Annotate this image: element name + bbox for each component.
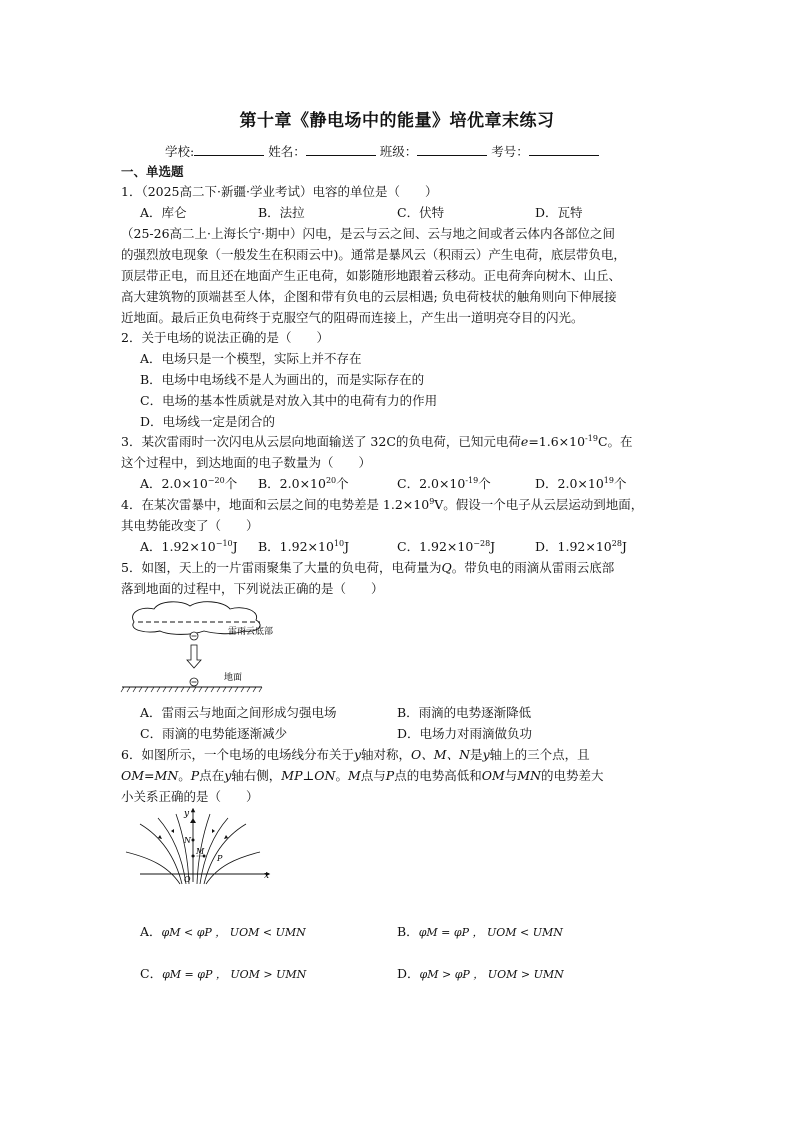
- q6-option-d[interactable]: D．φM > φP ， UOM > UMN: [397, 966, 564, 981]
- number-blank[interactable]: [529, 143, 599, 156]
- q1-option-b[interactable]: B．法拉: [258, 205, 305, 220]
- passage-line-1: （25-26高二上·上海长宁·期中）闪电，是云与云之间、云与地之间或者云体内各部位之间: [121, 226, 615, 241]
- q3-option-b[interactable]: B．$2.0\times 10^{20}$个: [258, 475, 349, 491]
- passage-line-2: 的强烈放电现象（一般发生在积雨云中)。通常是暴风云（积雨云）产生电荷，底层带负电，: [121, 247, 626, 262]
- q5-stem-line-2: 落到地面的过程中，下列说法正确的是（ ）: [121, 581, 384, 596]
- fall-arrow: [187, 645, 201, 668]
- q4-option-c[interactable]: C．$1.92\times 10^{-28}J$: [397, 538, 496, 554]
- x-axis-label: x: [264, 871, 270, 881]
- q2-option-a[interactable]: A．电场只是一个模型，实际上并不存在: [140, 351, 362, 366]
- label-n: N: [184, 836, 191, 845]
- section-heading: 一、单选题: [121, 164, 184, 179]
- label-o: O: [184, 875, 191, 884]
- name-blank[interactable]: [306, 143, 376, 156]
- q1-stem: 1．（2025高二下·新疆·学业考试）电容的单位是（ ）: [121, 184, 438, 199]
- q3-option-d[interactable]: D．$2.0\times 10^{19}$个: [535, 475, 627, 491]
- q1-option-a[interactable]: A．库仑: [140, 205, 187, 220]
- q5-option-d[interactable]: D．电场力对雨滴做负功: [397, 726, 533, 741]
- q6-option-c[interactable]: C．φM = φP ， UOM > UMN: [140, 966, 307, 981]
- q1-option-c[interactable]: C．伏特: [397, 205, 445, 220]
- page-title: 第十章《静电场中的能量》培优章末练习: [239, 111, 555, 131]
- q2-option-b[interactable]: B．电场中电场线不是人为画出的，而是实际存在的: [140, 372, 425, 387]
- class-label: 班级：: [379, 144, 418, 159]
- q4-stem-line-2: 其电势能改变了（ ）: [121, 518, 259, 533]
- q4-option-a[interactable]: A．$1.92\times 10^{-10}J$: [140, 538, 238, 554]
- passage-line-3: 顶层带正电，而且还在地面产生正电荷，如影随形地跟着云移动。正电荷奔向树木、山丘、: [121, 268, 622, 283]
- q5-option-b[interactable]: B．雨滴的电势逐渐降低: [397, 705, 532, 720]
- ground-label: 地面: [224, 673, 243, 683]
- e-symbol: e: [520, 434, 529, 449]
- q5-option-a[interactable]: A．雷雨云与地面之间形成匀强电场: [140, 705, 337, 720]
- cloud-label: 雷雨云底部: [228, 627, 274, 637]
- q4-option-d[interactable]: D．$1.92\times 10^{28}J$: [535, 538, 627, 554]
- label-p: P: [217, 854, 223, 863]
- q6-figure: [120, 806, 280, 886]
- school-label: 学校:: [165, 144, 195, 159]
- q6-option-a[interactable]: A．φM < φP ， UOM < UMN: [140, 924, 306, 939]
- q5-stem-line-1: 5．如图，天上的一片雷雨聚集了大量的负电荷，电荷量为Q。带负电的雨滴从雷雨云底部: [121, 560, 615, 575]
- q3-stem-line-1: 3．某次雷雨时一次闪电从云层向地面输送了 32C的负电荷，已知元电荷$e=1.6\times 10^{-19}C$。在: [121, 433, 633, 449]
- name-label: 姓名：: [268, 144, 306, 159]
- ground-hatch: [121, 687, 262, 692]
- q4-option-b[interactable]: B．$1.92\times 10^{10}J$: [258, 538, 350, 554]
- q1-option-d[interactable]: D．瓦特: [535, 205, 583, 220]
- q3-option-a[interactable]: A．$2.0\times 10^{-20}$个: [140, 475, 238, 491]
- q3-stem-line-2: 这个过程中，到达地面的电子数量为（ ）: [121, 455, 372, 470]
- q6-stem-line-3: 小关系正确的是（ ）: [121, 789, 259, 804]
- class-blank[interactable]: [417, 143, 487, 156]
- q6-option-b[interactable]: B．φM = φP ， UOM < UMN: [397, 924, 563, 939]
- q4-stem-line-1: 4．在某次雷暴中，地面和云层之间的电势差是 $1.2\times 10^9V$。假设一个电子从云层运动到地面，: [121, 496, 644, 512]
- school-blank[interactable]: [194, 143, 264, 156]
- label-m: M: [196, 847, 205, 856]
- q5-option-c[interactable]: C．雨滴的电势能逐渐减少: [140, 726, 288, 741]
- q5-figure: [120, 600, 280, 695]
- student-info-line: [165, 142, 603, 160]
- point-n: [192, 839, 195, 842]
- number-label: 考号：: [491, 144, 529, 159]
- q2-stem: 2．关于电场的说法正确的是（ ）: [121, 330, 329, 345]
- q6-stem-line-2: OM=MN。P点在y轴右侧，MP⊥ON。M点与P点的电势高低和OM与MN的电势差大: [121, 768, 604, 783]
- q6-stem-line-1: 6．如图所示，一个电场的电场线分布关于y轴对称，O、M、N是y轴上的三个点，且: [121, 747, 590, 762]
- q2-option-d[interactable]: D．电场线一定是闭合的: [140, 414, 276, 429]
- q2-option-c[interactable]: C．电场的基本性质就是对放入其中的电荷有力的作用: [140, 393, 438, 408]
- y-axis-label: y: [184, 809, 190, 819]
- passage-line-4: 高大建筑物的顶端甚至人体，企图和带有负电的云层相遇; 负电荷枝状的触角则向下伸展接: [121, 289, 617, 304]
- q3-option-c[interactable]: C．$2.0\times 10^{-19}$个: [397, 475, 491, 491]
- passage-line-5: 近地面。最后正负电荷终于克服空气的阻碍而连接上，产生出一道明亮夺目的闪光。: [121, 310, 584, 325]
